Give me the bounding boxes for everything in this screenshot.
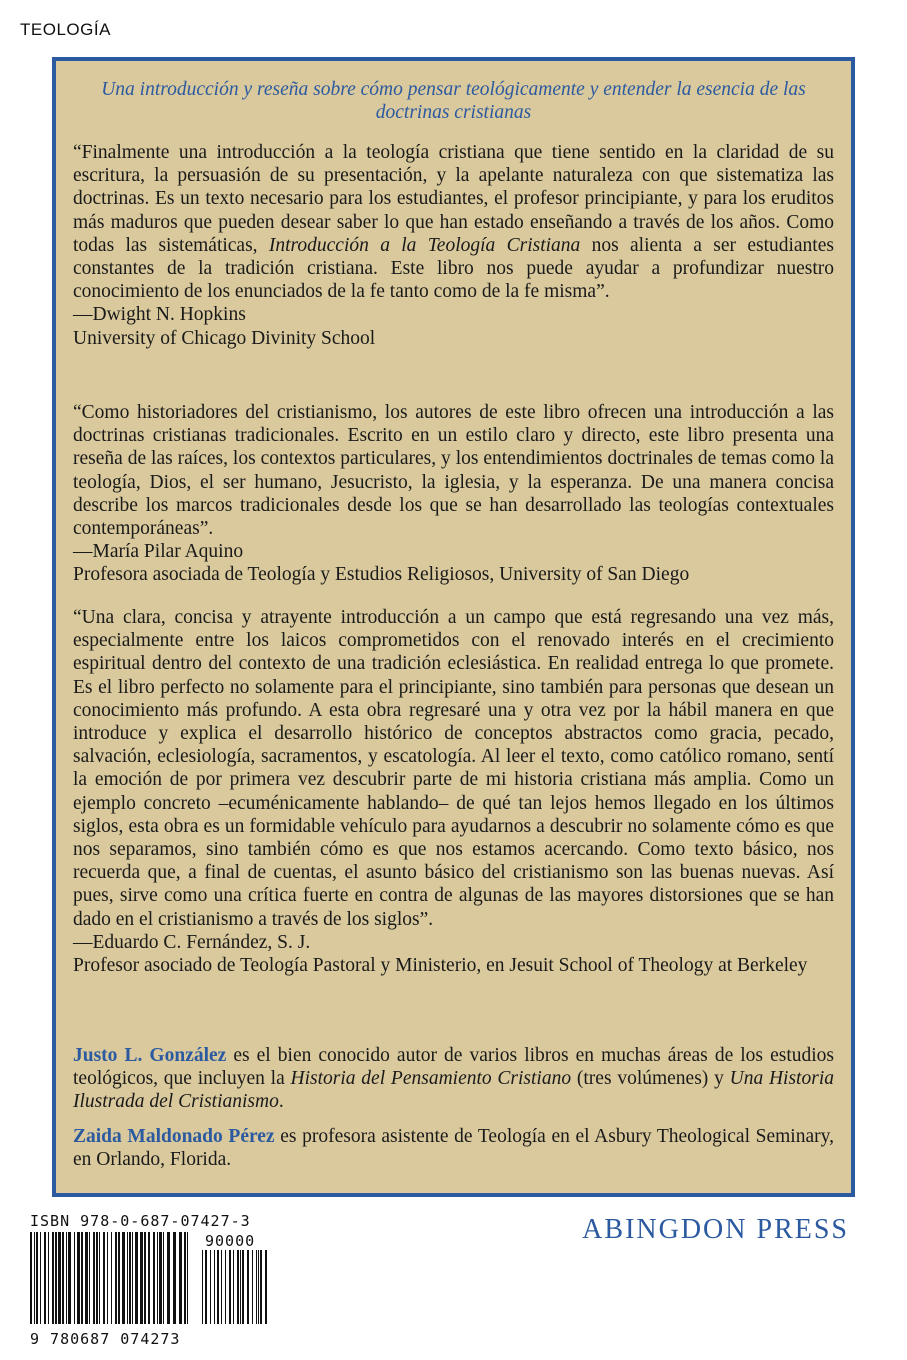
quote-affiliation: Profesor asociado de Teología Pastoral y Ministerio, en Jesuit School of Theology at Berkeley [73, 955, 808, 977]
quote-text: “Una clara, concisa y atrayente introducción a un campo que está regresando una vez más, especialmente entre los laicos comprometidos con el renovado interés en el crecimiento espiritual dentro del contexto de una tradición eclesiástica. En realidad entrega lo que promete. Es el libro perfecto no solamente para el principiante, sino también para personas que desean un conocimiento más profundo. A esta obra regresaré una y otra vez por la hábil manera en que introduce y explica el desarrollo histórico de conceptos abstractos como gracia, pecado, salvación, eclesiología, sacramentos, y escatología. Al leer el texto, como católico romano, sentí la emoción de por primera vez descubrir parte de mi historia cristiana más amplia. Como un ejemplo concreto –ecuménicamente hablando– de qué tan lejos hemos llegado en los últimos siglos, esta obra es un formidable vehículo para ayudarnos a descubrir no solamente cómo es que nos separamos, sino también cómo es que nos estamos acercando. Como texto básico, nos recuerda que, a final de cuentas, el asunto básico del cristianismo son las buenas nuevas. Así pues, sirve como una crítica fuerte en contra de algunas de las mayores distorsiones que se han dado en el cristianismo a través de los siglos”. [73, 607, 834, 930]
quote-text: “Como historiadores del cristianismo, los autores de este libro ofrecen una introducción a las doctrinas cristianas tradicionales. Escrito en un estilo claro y directo, este libro presenta una reseña de las raíces, los contextos particulares, y los entendimientos doctrinales de temas como la teología, Dios, el ser humano, Jesucristo, la iglesia, y la esperanza. De una manera concisa describe los marcos tradicionales desde los que se han desarrollado las teologías contextuales contemporáneas”. [73, 402, 834, 540]
back-cover-panel [52, 57, 855, 1197]
author-name: Justo L. González [73, 1045, 227, 1066]
book-title: Una Historia Ilustrada del Cristianismo [73, 1068, 834, 1113]
barcode-addon-digits: 90000 [205, 1232, 256, 1250]
bio-gonzalez: Justo L. González es el bien conocido autor de varios libros en muchas áreas de los estudios teológicos, que incluyen la Historia del Pensamiento Cristiano (tres volúmenes) y Una Historia Ilustrada del Cristianismo. [73, 1045, 834, 1113]
book-title: Introducción a la Teología Cristiana [268, 234, 581, 256]
quote-author: —Eduardo C. Fernández, S. J. [73, 931, 311, 953]
category-label: TEOLOGÍA [20, 20, 111, 39]
publisher-logo: ABINGDON PRESS [582, 1214, 849, 1245]
quote-affiliation: Profesora asociada de Teología y Estudios Religiosos, University of San Diego [73, 564, 690, 586]
tagline: Una introducción y reseña sobre cómo pensar teológicamente y entender la esencia de las doctrinas cristianas [101, 79, 806, 123]
quote-hopkins [73, 141, 834, 350]
book-title: Historia del Pensamiento Cristiano [290, 1068, 572, 1090]
quote-aquino [73, 401, 834, 587]
author-name: Zaida Maldonado Pérez [73, 1126, 275, 1147]
quote-text: “Finalmente una introducción a la teología cristiana que tiene sentido en la claridad de su escritura, la persuasión de su presentación, y la apelante naturaleza con que sistematiza las doctrinas. Es un texto necesario para los estudiantes, el profesor principiante, y para los eruditos más maduros que pueden desear saber lo que han estado enseñando a través de los años. Como todas las sistemáticas, Introducción a la Teología Cristiana nos alienta a ser estudiantes constantes de la tradición cristiana. Este libro nos puede ayudar a profundizar nuestro conocimiento de los enunciados de la fe tanto como de la fe misma”. [73, 142, 834, 303]
bio-maldonado: Zaida Maldonado Pérez es profesora asistente de Teología en el Asbury Theological Seminary, en Orlando, Florida. [73, 1126, 834, 1171]
quote-affiliation: University of Chicago Divinity School [73, 327, 376, 349]
barcode-digits: 9 780687 074273 [30, 1330, 181, 1348]
quote-fernandez [73, 606, 834, 977]
quote-author: —María Pilar Aquino [73, 541, 244, 563]
quote-author: —Dwight N. Hopkins [73, 304, 246, 326]
isbn-label: ISBN 978-0-687-07427-3 [30, 1212, 251, 1230]
